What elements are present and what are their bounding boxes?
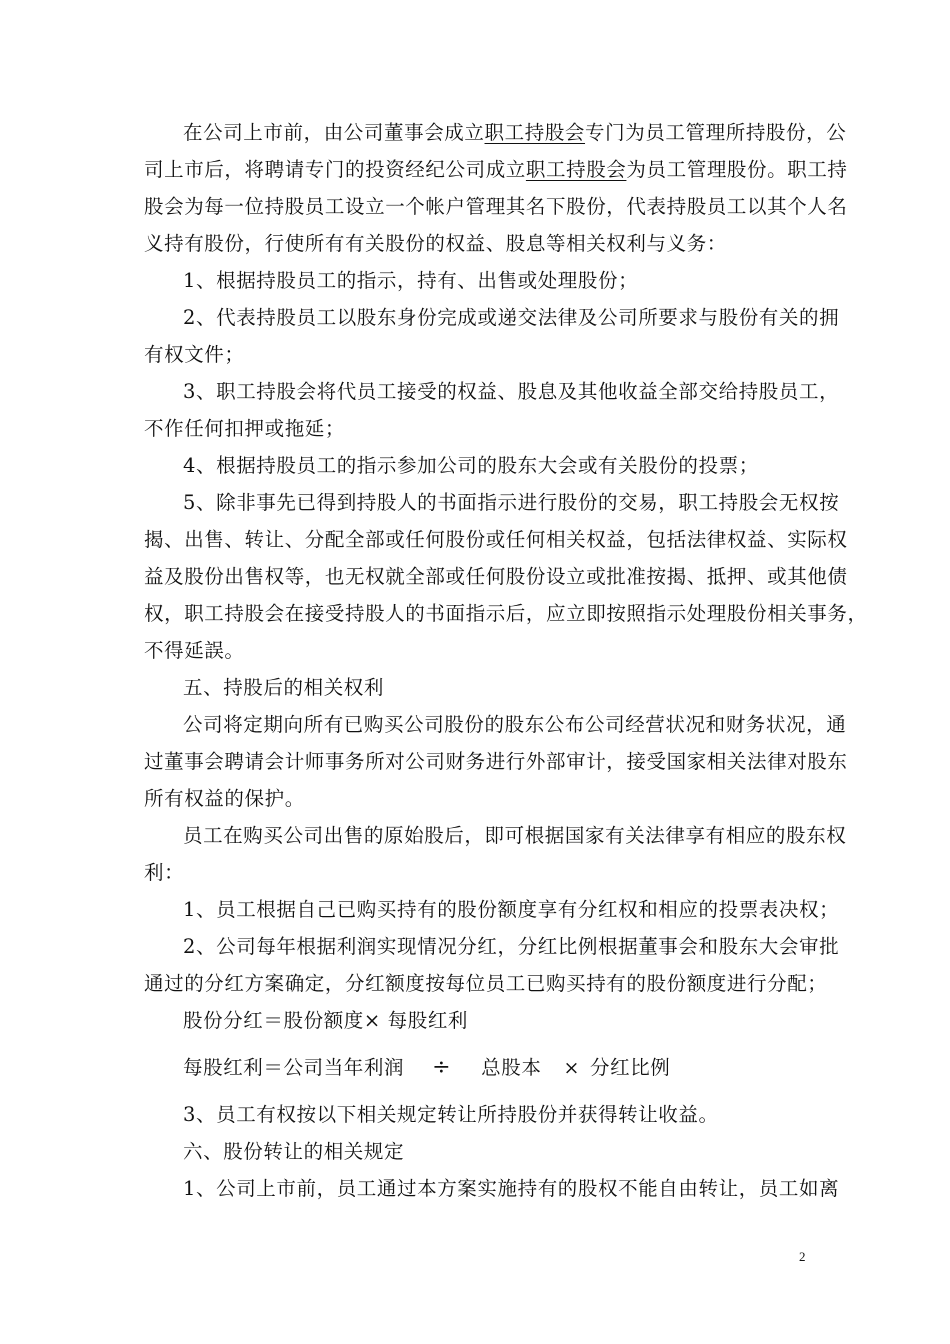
formula-term: 总股本 [481,1056,542,1079]
text-span: 为员工管理股份。职工持 [626,158,848,181]
formula-line: 股份分红＝股份额度× 每股红利 [183,1009,469,1032]
paragraph-line: 不作任何扣押或拖延； [144,417,346,440]
section-heading: 六、股份转让的相关规定 [183,1140,405,1163]
underlined-term: 职工持股会 [525,158,627,181]
paragraph-line: 通过的分红方案确定，分红额度按每位员工已购买持有的股份额度进行分配； [144,972,828,995]
text-span: 在公司上市前，由公司董事会成立 [183,121,485,144]
paragraph-line: 过董事会聘请会计师事务所对公司财务进行外部审计，接受国家相关法律对股东 [144,750,848,773]
list-item: 3、职工持股会将代员工接受的权益、股息及其他收益全部交给持股员工， [183,380,840,403]
paragraph-line: 权，职工持股会在接受持股人的书面指示后，应立即按照指示处理股份相关事务， [144,602,868,625]
paragraph-line [183,119,846,147]
paragraph-line: 揭、出售、转让、分配全部或任何股份或任何相关权益，包括法律权益、实际权 [144,528,848,551]
formula-term: 分红比例 [590,1056,671,1079]
paragraph-line: 益及股份出售权等，也无权就全部或任何股份设立或批准按揭、抵押、或其他债 [144,565,848,588]
paragraph-line [144,156,848,184]
paragraph-line: 股会为每一位持股员工设立一个帐户管理其名下股份，代表持股员工以其个人名 [144,195,848,218]
paragraph-line: 义持有股份，行使所有有关股份的权益、股息等相关权利与义务： [144,232,727,255]
section-heading: 五、持股后的相关权利 [183,676,385,699]
paragraph-line: 有权文件； [144,343,245,366]
multiply-symbol: × [563,1057,580,1079]
list-item: 1、员工根据自己已购买持有的股份额度享有分红权和相应的投票表决权； [183,898,840,921]
paragraph-line: 员工在购买公司出售的原始股后，即可根据国家有关法律享有相应的股东权 [183,824,847,847]
divide-symbol: ÷ [432,1055,452,1080]
formula-term: 每股红利＝公司当年利润 [183,1056,405,1079]
list-item: 1、公司上市前，员工通过本方案实施持有的股权不能自由转让，员工如离 [183,1177,840,1200]
text-span: 专门为员工管理所持股份，公 [585,121,847,144]
list-item: 1、根据持股员工的指示，持有、出售或处理股份； [183,269,639,292]
paragraph-line: 公司将定期向所有已购买公司股份的股东公布公司经营状况和财务状况，通 [183,713,847,736]
paragraph-line: 利： [144,861,185,884]
list-item: 5、除非事先已得到持股人的书面指示进行股份的交易，职工持股会无权按 [183,491,840,514]
formula-line [183,1054,670,1082]
list-item: 2、代表持股员工以股东身份完成或递交法律及公司所要求与股份有关的拥 [183,306,840,329]
text-span: 司上市后，将聘请专门的投资经纪公司成立 [144,158,526,181]
list-item: 4、根据持股员工的指示参加公司的股东大会或有关股份的投票； [183,454,759,477]
paragraph-line: 所有权益的保护。 [144,787,305,810]
page-number: 2 [799,1249,806,1264]
list-item: 2、公司每年根据利润实现情况分红，分红比例根据董事会和股东大会审批 [183,935,840,958]
underlined-term: 职工持股会 [484,121,586,144]
list-item: 3、员工有权按以下相关规定转让所持股份并获得转让收益。 [183,1103,719,1126]
paragraph-line: 不得延誤。 [144,639,245,662]
